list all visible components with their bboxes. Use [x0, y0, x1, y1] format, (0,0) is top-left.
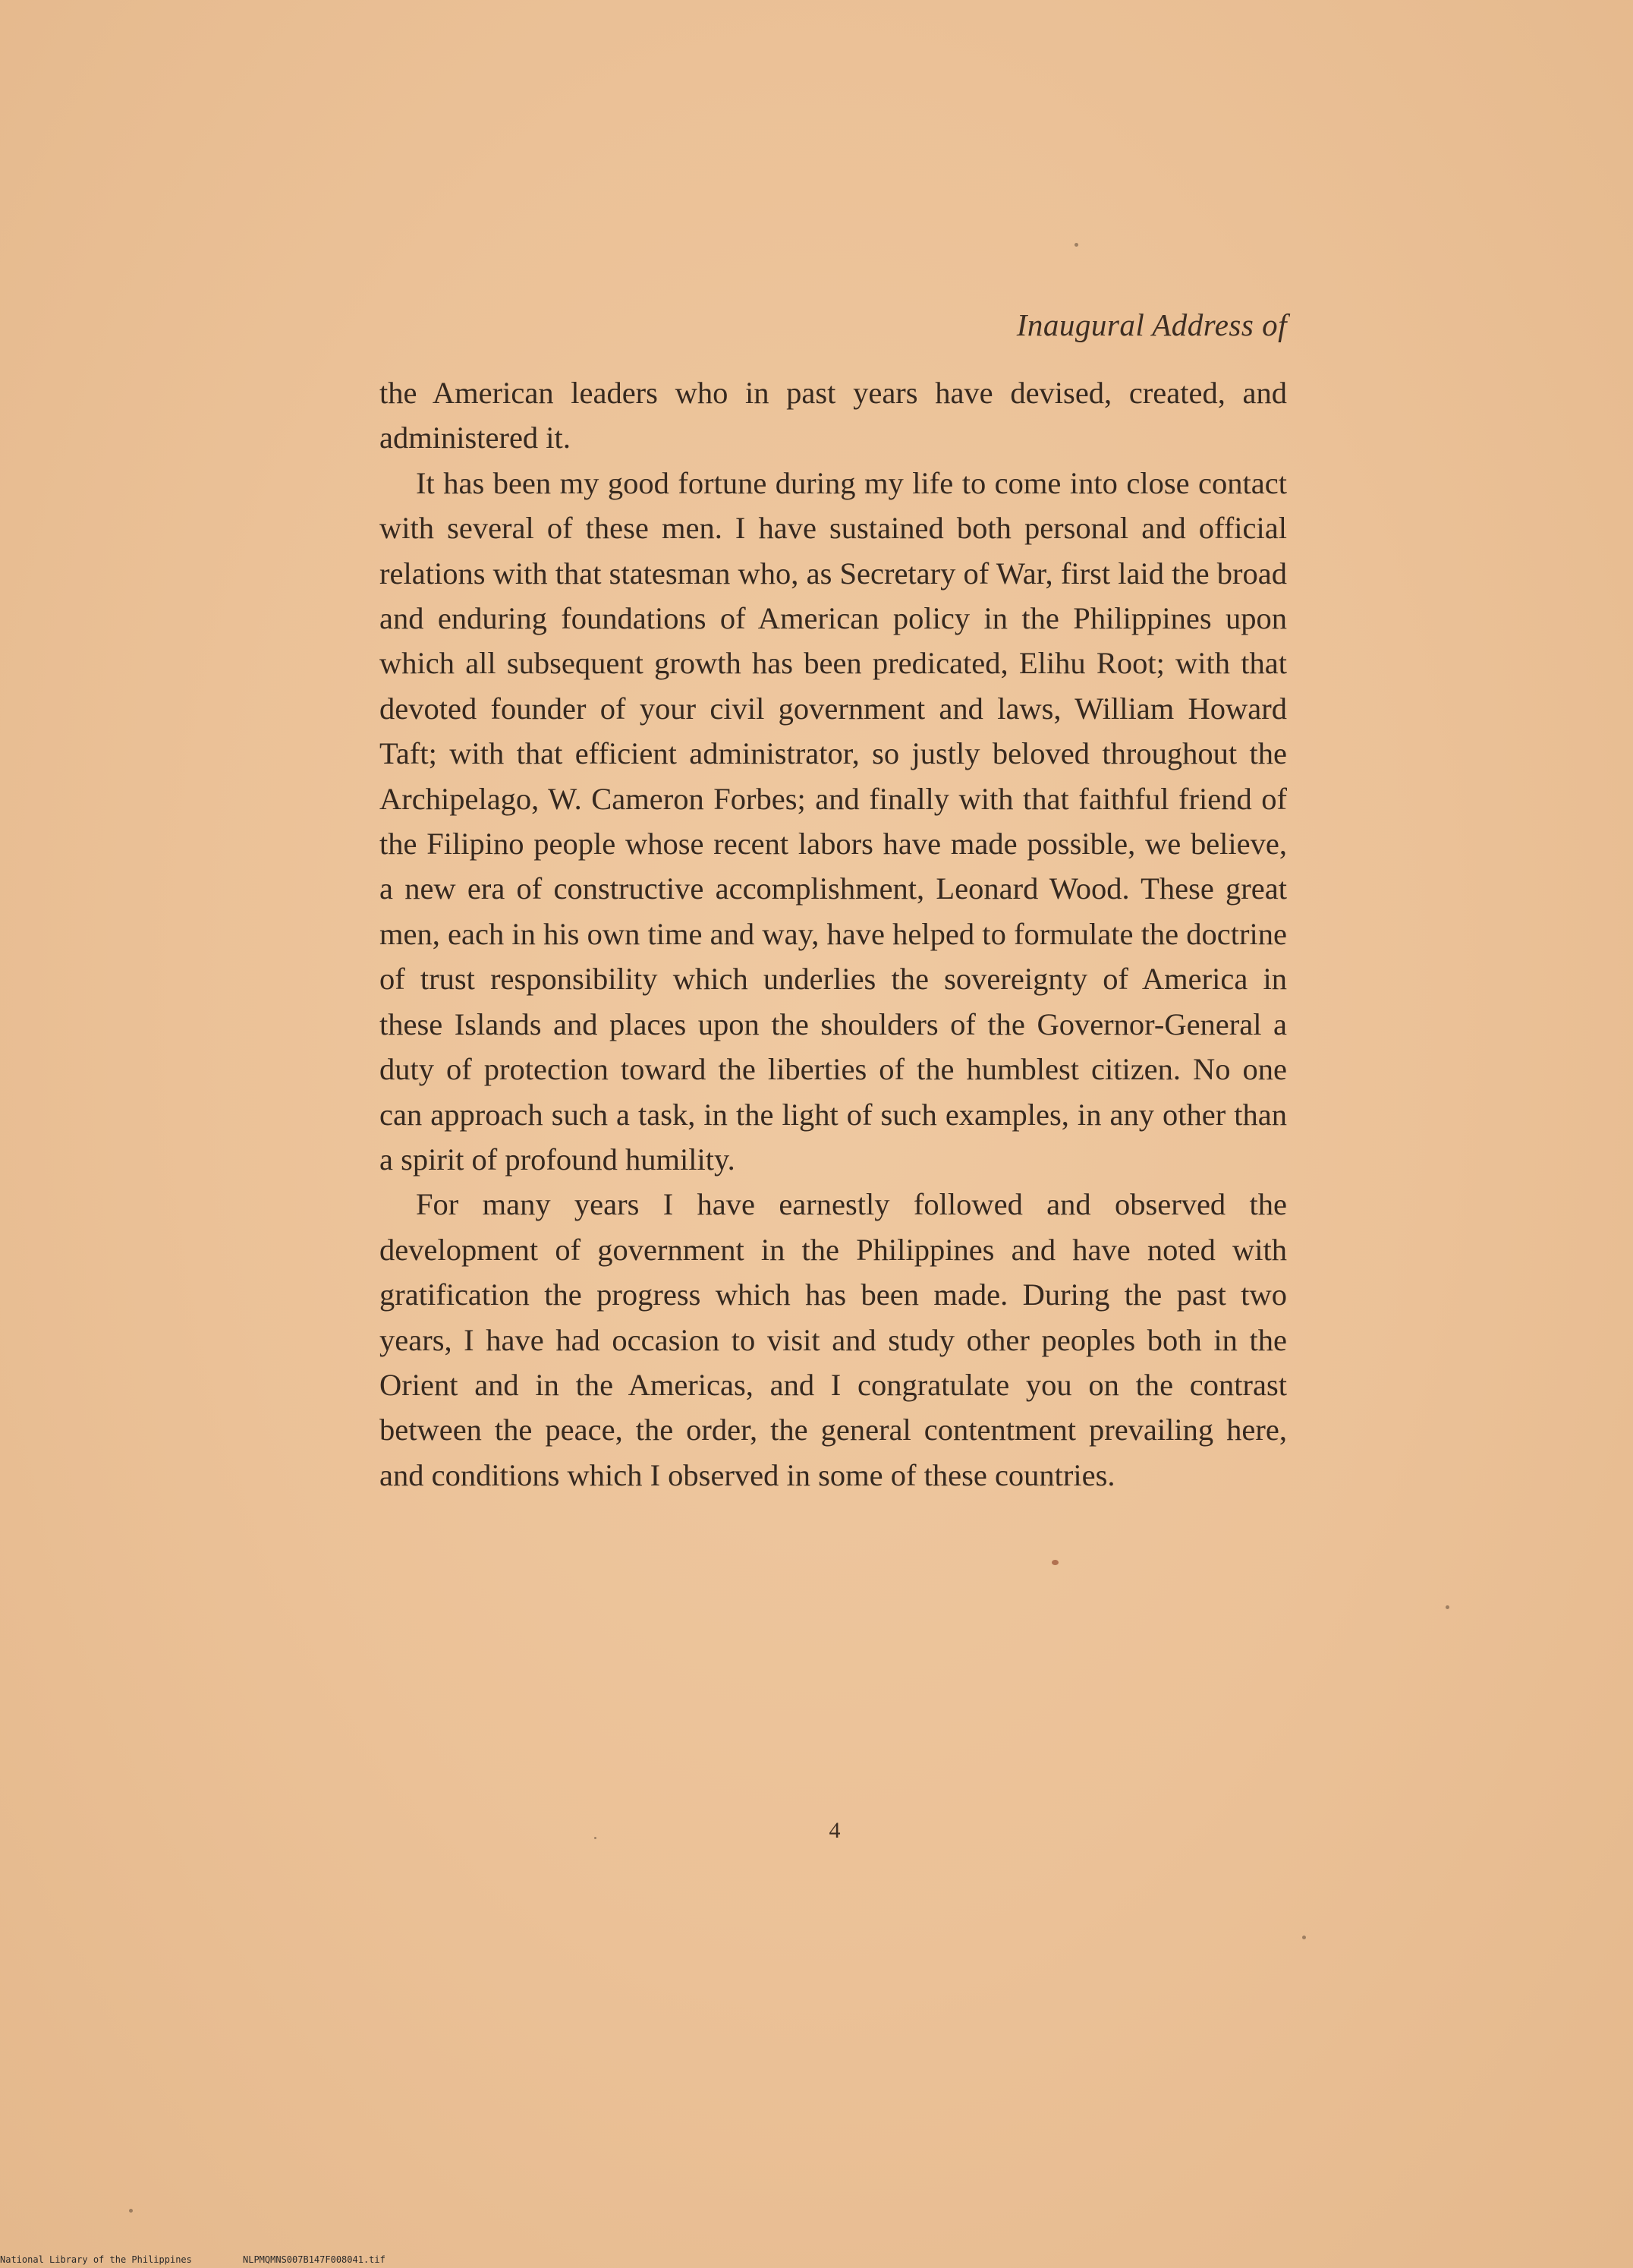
- paper-speck: [1302, 1936, 1306, 1939]
- paragraph-3: For many years I have earnestly followed and observed the development of government in the Philippines and have noted with gratification the progress which has been made. During the past two years, I have had occasion to visit and study other peoples both in the Orient and in the Americas, and I congratulate you on the contrast between the peace, the order, the general contentment prevailing here, and conditions which I observed in some of these countries.: [379, 1187, 1287, 1492]
- body-text: [379, 370, 1287, 1498]
- paper-speck: [594, 1837, 596, 1839]
- paragraph-1: the American leaders who in past years have devised, created, and administered it.: [379, 376, 1287, 455]
- paper-speck: [129, 2209, 133, 2213]
- paper-speck: [1075, 243, 1078, 247]
- footer-library-label: National Library of the Philippines: [0, 2254, 192, 2265]
- paragraph-2: It has been my good fortune during my life to come into close contact with several of these men. I have sustained both personal and official relations with that statesman who, as Secretary of War, first laid the broad and enduring foundations of American policy in the Philippines upon which all subsequent growth has been predicated, Elihu Root; with that devoted founder of your civil government and laws, William Howard Taft; with that efficient administrator, so justly beloved throughout the Archipelago, W. Cameron Forbes; and finally with that faithful friend of the Filipino people whose recent labors have made possible, we believe, a new era of constructive accomplishment, Leonard Wood. These great men, each in his own time and way, have helped to formulate the doctrine of trust responsibility which underlies the sovereignty of America in these Islands and places upon the shoulders of the Governor-General a duty of protection toward the liberties of the humblest citizen. No one can approach such a task, in the light of such examples, in any other than a spirit of profound humility.: [379, 465, 1287, 1177]
- running-header: Inaugural Address of: [1016, 307, 1287, 342]
- page-number: 4: [829, 1818, 841, 1843]
- paper-speck: [1052, 1560, 1059, 1565]
- footer-filename: NLPMQMNS007B147F008041.tif: [243, 2254, 385, 2265]
- paper-speck: [1446, 1605, 1449, 1609]
